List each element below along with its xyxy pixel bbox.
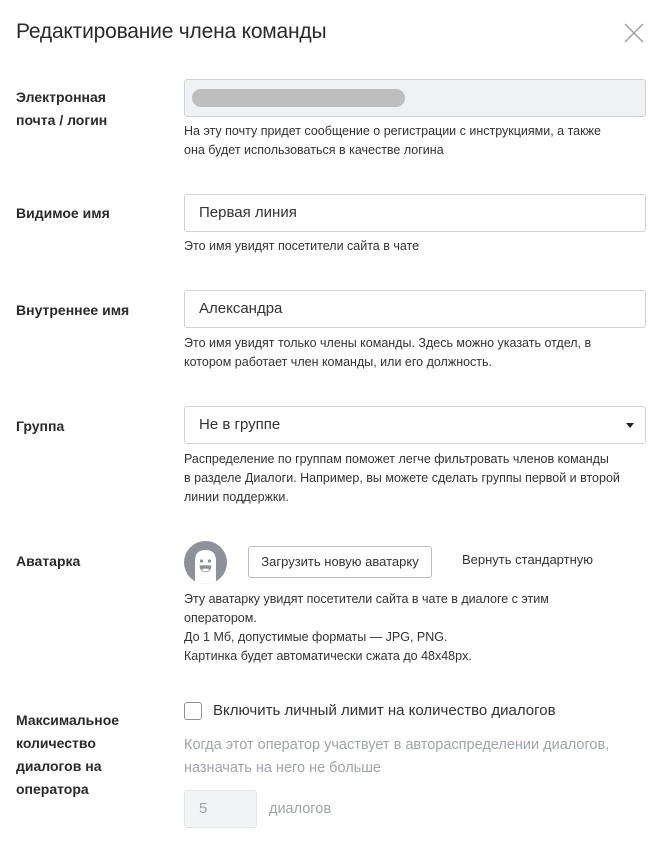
hint-line: Эту аватарку увидят посетители сайта в чате в диалоге с этим xyxy=(184,592,549,606)
hint-line: в разделе Диалоги. Например, вы можете сделать группы первой и второй xyxy=(184,471,620,485)
hint-line: Это имя увидят только члены команды. Здесь можно указать отдел, в xyxy=(184,336,592,350)
group-hint xyxy=(184,450,620,507)
email-field[interactable] xyxy=(184,79,646,117)
limit-count-input[interactable]: 5 xyxy=(184,790,257,828)
limit-checkbox-label[interactable]: Включить личный лимит на количество диалогов xyxy=(213,702,556,719)
email-hint xyxy=(184,122,601,160)
hint-line: На эту почту придет сообщение о регистрации с инструкциями, а также xyxy=(184,124,601,138)
group-selected-value: Не в группе xyxy=(199,416,281,433)
close-button[interactable] xyxy=(623,22,645,44)
desc-line: назначать на него не больше xyxy=(184,760,381,776)
email-label-line: почта / логин xyxy=(16,112,108,128)
internal-name-hint xyxy=(184,334,591,372)
hint-line: оператором. xyxy=(184,611,257,625)
email-label-line: Электронная xyxy=(16,89,106,105)
hint-line: До 1 Мб, допустимые форматы — JPG, PNG. xyxy=(184,630,448,644)
limit-unit-label: диалогов xyxy=(269,801,332,817)
limit-description xyxy=(184,734,654,780)
page-title: Редактирование члена команды xyxy=(16,20,327,43)
avatar-face-icon xyxy=(184,541,227,584)
hint-line: Распределение по группам поможет легче фильтровать членов команды xyxy=(184,452,609,466)
redacted-email-value xyxy=(192,89,405,107)
hint-line: она будет использоваться в качестве логина xyxy=(184,143,444,157)
avatar-hint xyxy=(184,590,549,666)
hint-line: линии поддержки. xyxy=(184,490,289,504)
visible-name-hint: Это имя увидят посетители сайта в чате xyxy=(184,239,420,253)
hint-line: котором работает член команды, или его должность. xyxy=(184,355,493,369)
visible-name-label: Видимое имя xyxy=(16,205,110,221)
email-label xyxy=(16,86,107,132)
group-select[interactable] xyxy=(184,406,646,444)
chevron-down-icon xyxy=(626,423,634,428)
internal-name-label: Внутреннее имя xyxy=(16,302,130,318)
label-line: диалогов на xyxy=(16,758,102,774)
limit-checkbox[interactable] xyxy=(184,702,202,720)
avatar-label: Аватарка xyxy=(16,553,81,569)
label-line: количество xyxy=(16,735,96,751)
close-icon xyxy=(623,22,645,44)
upload-avatar-button[interactable]: Загрузить новую аватарку xyxy=(248,546,432,578)
avatar xyxy=(184,541,227,584)
hint-line: Картинка будет автоматически сжата до 48x48px. xyxy=(184,649,472,663)
label-line: оператора xyxy=(16,781,89,797)
group-label: Группа xyxy=(16,418,65,434)
desc-line: Когда этот оператор участвует в автораспределении диалогов, xyxy=(184,737,610,753)
dialog-limit-label xyxy=(16,709,119,801)
visible-name-input[interactable]: Первая линия xyxy=(184,194,646,232)
internal-name-input[interactable]: Александра xyxy=(184,290,646,328)
label-line: Максимальное xyxy=(16,712,120,728)
reset-avatar-link[interactable]: Вернуть стандартную xyxy=(462,552,594,567)
